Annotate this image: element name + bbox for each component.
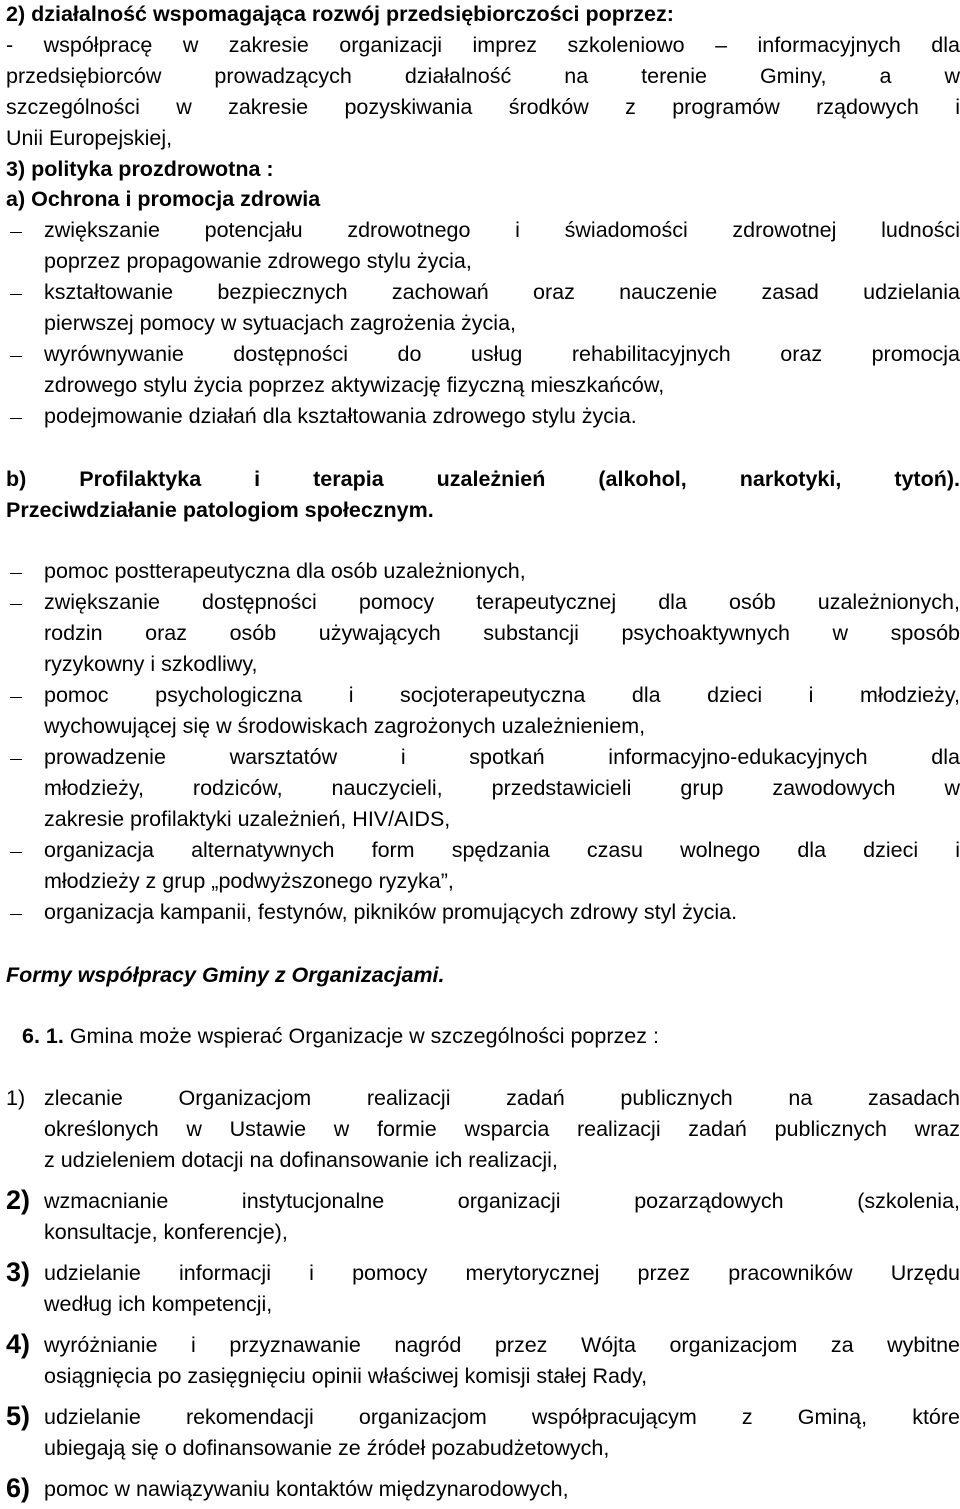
item-number: 5) [6, 1401, 31, 1431]
list-item-cont: młodzieży, rodziców, nauczycieli, przedstawicieli grup zawodowych w [44, 776, 960, 800]
list-item-cont: zdrowego stylu życia poprzez aktywizację fizyczną mieszkańców, [44, 373, 665, 397]
item-text-cont: określonych w Ustawie w formie wsparcia realizacji zadań publicznych wraz [44, 1117, 960, 1141]
list-item: kształtowanie bezpiecznych zachowań oraz nauczenie zasad udzielania [44, 280, 960, 304]
dash-bullet [10, 232, 22, 233]
paragraph-number: 6. 1. [22, 1024, 64, 1048]
list-item-cont: zakresie profilaktyki uzależnień, HIV/AIDS, [44, 807, 451, 831]
text-line: przedsiębiorców prowadzących działalność na terenie Gminy, a w [6, 64, 960, 88]
item-number: 6) [6, 1473, 31, 1503]
list-item: zwiększanie dostępności pomocy terapeutycznej dla osób uzależnionych, [44, 590, 960, 614]
forms-heading: Formy współpracy Gminy z Organizacjami. [6, 963, 445, 987]
list-item: wyrównywanie dostępności do usług rehabilitacyjnych oraz promocja [44, 342, 960, 366]
item-text-cont: według ich kompetencji, [44, 1292, 273, 1316]
list-item: prowadzenie warsztatów i spotkań informacyjno-edukacyjnych dla [44, 745, 960, 769]
item-text-cont: z udzieleniem dotacji na dofinansowanie ich realizacji, [44, 1148, 558, 1172]
paragraph-6-1 [22, 1021, 960, 1052]
section-3-heading: 3) polityka prozdrowotna : [6, 157, 274, 181]
subsection-b-heading-cont: Przeciwdziałanie patologiom społecznym. [6, 498, 434, 522]
item-number: 1) [6, 1086, 26, 1110]
subsection-a-heading: a) Ochrona i promocja zdrowia [6, 187, 321, 211]
dash-bullet [10, 604, 22, 605]
dash-bullet [10, 852, 22, 853]
item-number: 4) [6, 1329, 31, 1359]
list-item: zwiększanie potencjału zdrowotnego i świadomości zdrowotnej ludności [44, 218, 960, 242]
list-item-cont: pierwszej pomocy w sytuacjach zagrożenia życia, [44, 311, 517, 335]
dash-bullet [10, 697, 22, 698]
list-item: podejmowanie działań dla kształtowania zdrowego stylu życia. [44, 404, 637, 428]
list-item-cont: poprzez propagowanie zdrowego stylu życia, [44, 249, 472, 273]
list-item-cont: wychowującej się w środowiskach zagrożonych uzależnieniem, [44, 714, 646, 738]
section-2-heading: 2) działalność wspomagająca rozwój przedsiębiorczości poprzez: [6, 2, 674, 26]
item-text: udzielanie rekomendacji organizacjom współpracującym z Gminą, które [44, 1405, 960, 1429]
subsection-b-heading: b) Profilaktyka i terapia uzależnień (alkohol, narkotyki, tytoń). [6, 467, 960, 491]
dash-bullet [10, 573, 22, 574]
text-line: - współpracę w zakresie organizacji imprez szkoleniowo – informacyjnych dla [6, 33, 960, 57]
list-item-cont: rodzin oraz osób używających substancji psychoaktywnych w sposób [44, 621, 960, 645]
item-text: wzmacnianie instytucjonalne organizacji pozarządowych (szkolenia, [44, 1189, 960, 1213]
paragraph-text: Gmina może wspierać Organizacje w szczególności poprzez : [63, 1024, 659, 1048]
item-number: 3) [6, 1257, 31, 1287]
dash-bullet [10, 418, 22, 419]
dash-bullet [10, 759, 22, 760]
list-item: organizacja kampanii, festynów, pikników promujących zdrowy styl życia. [44, 900, 738, 924]
list-item: pomoc postterapeutyczna dla osób uzależnionych, [44, 559, 526, 583]
text-line: Unii Europejskiej, [6, 126, 173, 150]
text-line: szczególności w zakresie pozyskiwania środków z programów rządowych i [6, 95, 960, 119]
list-item: pomoc psychologiczna i socjoterapeutyczna dla dzieci i młodzieży, [44, 683, 960, 707]
list-item: organizacja alternatywnych form spędzania czasu wolnego dla dzieci i [44, 838, 960, 862]
item-text: zlecanie Organizacjom realizacji zadań publicznych na zasadach [44, 1086, 960, 1110]
item-text: udzielanie informacji i pomocy merytorycznej przez pracowników Urzędu [44, 1261, 960, 1285]
dash-bullet [10, 356, 22, 357]
item-text-cont: osiągnięcia po zasięgnięciu opinii właściwej komisji stałej Rady, [44, 1364, 648, 1388]
list-item-cont: młodzieży z grup „podwyższonego ryzyka”, [44, 869, 454, 893]
item-text-cont: konsultacje, konferencje), [44, 1220, 288, 1244]
dash-bullet [10, 294, 22, 295]
item-number: 2) [6, 1185, 31, 1215]
item-text: wyróżnianie i przyznawanie nagród przez Wójta organizacjom za wybitne [44, 1333, 960, 1357]
list-item-cont: ryzykowny i szkodliwy, [44, 652, 258, 676]
item-text-cont: ubiegają się o dofinansowanie ze źródeł pozabudżetowych, [44, 1436, 610, 1460]
item-text: pomoc w nawiązywaniu kontaktów międzynarodowych, [44, 1477, 569, 1501]
dash-bullet [10, 914, 22, 915]
